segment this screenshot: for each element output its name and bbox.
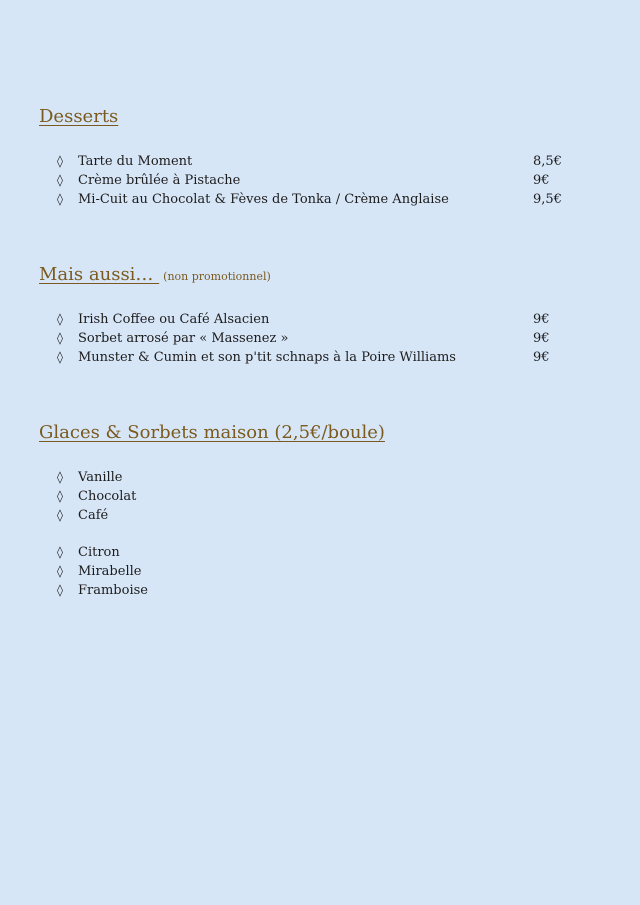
- list-spacer: [57, 525, 577, 543]
- item-name: Citron: [78, 545, 120, 560]
- list-item: [57, 543, 577, 562]
- mais-aussi-section: [39, 264, 599, 365]
- mais-aussi-heading: [39, 264, 599, 288]
- item-price: 9€: [533, 331, 550, 346]
- item-name: Munster & Cumin et son p'tit schnaps à la Poire Williams: [78, 350, 456, 365]
- desserts-list: [57, 152, 577, 209]
- diamond-bullet-icon: ◊: [57, 173, 63, 187]
- item-name: Sorbet arrosé par « Massenez »: [78, 331, 289, 346]
- item-name: Vanille: [78, 470, 123, 485]
- diamond-bullet-icon: ◊: [57, 545, 63, 559]
- glaces-list: [57, 468, 577, 600]
- glaces-heading: Glaces & Sorbets maison (2,5€/boule): [39, 422, 385, 443]
- item-name: Tarte du Moment: [78, 154, 193, 169]
- mais-aussi-note: (non promotionnel): [163, 270, 271, 283]
- menu-item: [57, 310, 577, 329]
- desserts-section: [39, 106, 599, 207]
- menu-item: [57, 171, 577, 190]
- menu-item: [57, 348, 577, 367]
- desserts-heading: Desserts: [39, 106, 119, 127]
- item-name: Framboise: [78, 583, 148, 598]
- glaces-section: [39, 422, 599, 598]
- diamond-bullet-icon: ◊: [57, 583, 63, 597]
- list-item: [57, 468, 577, 487]
- item-name: Crème brûlée à Pistache: [78, 173, 241, 188]
- diamond-bullet-icon: ◊: [57, 312, 63, 326]
- item-name: Chocolat: [78, 489, 137, 504]
- menu-item: [57, 190, 577, 209]
- diamond-bullet-icon: ◊: [57, 192, 63, 206]
- diamond-bullet-icon: ◊: [57, 331, 63, 345]
- list-item: [57, 506, 577, 525]
- mais-aussi-title: Mais aussi…: [39, 264, 160, 285]
- list-item: [57, 487, 577, 506]
- item-price: 8,5€: [533, 154, 562, 169]
- diamond-bullet-icon: ◊: [57, 470, 63, 484]
- item-price: 9€: [533, 312, 550, 327]
- mais-aussi-list: [57, 310, 577, 367]
- item-price: 9€: [533, 173, 550, 188]
- list-item: [57, 562, 577, 581]
- diamond-bullet-icon: ◊: [57, 489, 63, 503]
- diamond-bullet-icon: ◊: [57, 350, 63, 364]
- item-name: Mirabelle: [78, 564, 142, 579]
- menu-item: [57, 152, 577, 171]
- menu-item: [57, 329, 577, 348]
- item-price: 9€: [533, 350, 550, 365]
- list-item: [57, 581, 577, 600]
- diamond-bullet-icon: ◊: [57, 154, 63, 168]
- diamond-bullet-icon: ◊: [57, 564, 63, 578]
- item-name: Irish Coffee ou Café Alsacien: [78, 312, 270, 327]
- item-name: Café: [78, 508, 109, 523]
- diamond-bullet-icon: ◊: [57, 508, 63, 522]
- item-price: 9,5€: [533, 192, 562, 207]
- item-name: Mi-Cuit au Chocolat & Fèves de Tonka / Crème Anglaise: [78, 192, 449, 207]
